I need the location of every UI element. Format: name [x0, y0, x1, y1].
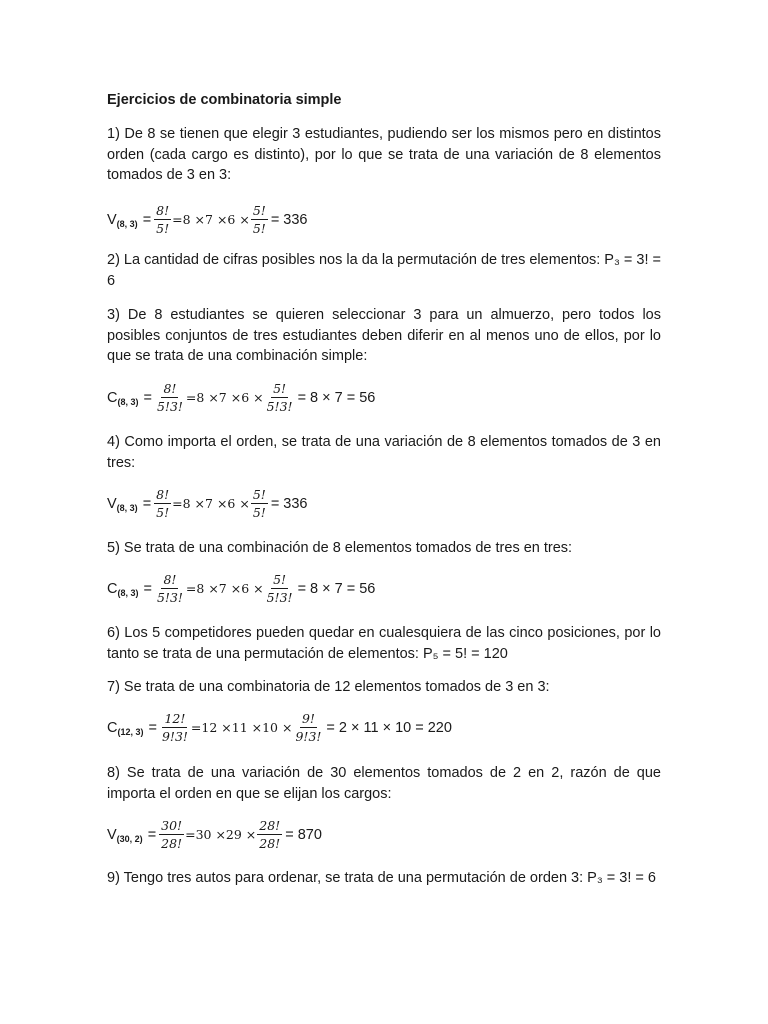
- fraction-numerator: 5!: [252, 487, 266, 502]
- fraction-numerator: 5!: [273, 381, 287, 396]
- formula-result: = 336: [270, 495, 308, 512]
- formula-fraction: [160, 710, 190, 745]
- formula-combination-12-3: [107, 710, 454, 745]
- formula-fraction: [265, 571, 295, 606]
- fraction-denominator: 28!: [161, 836, 183, 851]
- formula-subscript: (8, 3): [117, 396, 139, 407]
- formula-result: = 870: [285, 826, 322, 843]
- formula-equals: =: [142, 211, 152, 228]
- formula-equals: =: [143, 389, 152, 406]
- formula-symbol: V: [107, 495, 117, 512]
- formula-symbol: C: [107, 389, 118, 406]
- formula-symbol: V: [107, 826, 117, 843]
- formula-fraction: [159, 817, 184, 852]
- formula-subscript: (12, 3): [117, 726, 144, 737]
- formula-subscript: (8, 3): [117, 587, 139, 598]
- formula-result: = 8 × 7 = 56: [297, 580, 376, 597]
- formula-symbol: C: [107, 580, 118, 597]
- formula-fraction: [251, 486, 268, 521]
- exercise-1-text: 1) De 8 se tienen que elegir 3 estudiantes, pudiendo ser los mismos pero en distintos orden (cada cargo es distinto), por lo que se trata de una variación de 8 elementos tomados de 3 en 3:: [107, 126, 661, 183]
- formula-variation-8-3-b: [107, 486, 310, 521]
- fraction-denominator: 5!3!: [156, 590, 183, 605]
- formula-equals: =: [147, 826, 157, 843]
- formula-subscript: (30, 2): [116, 833, 143, 844]
- formula-subscript: (8, 3): [116, 502, 138, 513]
- fraction-denominator: 5!: [252, 221, 266, 236]
- formula-fraction: [154, 486, 171, 521]
- formula-product: =8 ×7 ×6 ×: [172, 496, 250, 511]
- formula-subscript: (8, 3): [116, 218, 138, 229]
- fraction-numerator: 28!: [259, 818, 281, 833]
- exercise-9-text: 9) Tengo tres autos para ordenar, se trata de una permutación de orden 3: P₃ = 3! = 6: [107, 870, 656, 886]
- fraction-numerator: 5!: [273, 572, 287, 587]
- document-title: Ejercicios de combinatoria simple: [107, 92, 342, 108]
- exercise-6-text: 6) Los 5 competidores pueden quedar en cualesquiera de las cinco posiciones, por lo tanto se trata de una permutación de elementos: P₅ = 5! = 120: [107, 625, 661, 662]
- formula-symbol: V: [107, 211, 117, 228]
- exercise-3-text: 3) De 8 estudiantes se quieren seleccionar 3 para un almuerzo, pero todos los posibles conjuntos de tres estudiantes deben diferir en al menos uno de ellos, por lo que se trata de una combinación simple:: [107, 307, 661, 364]
- fraction-denominator: 5!: [252, 505, 266, 520]
- fraction-denominator: 5!3!: [266, 399, 293, 414]
- formula-fraction: [155, 571, 185, 606]
- formula-equals: =: [148, 719, 157, 736]
- exercise-2-text: 2) La cantidad de cifras posibles nos la da la permutación de tres elementos: P₃ = 3! = 6: [107, 252, 662, 289]
- formula-combination-8-3: [107, 380, 377, 415]
- fraction-numerator: 12!: [164, 711, 186, 726]
- formula-result: = 2 × 11 × 10 = 220: [326, 719, 452, 736]
- formula-product: =8 ×7 ×6 ×: [172, 212, 250, 227]
- formula-product: =8 ×7 ×6 ×: [185, 390, 264, 405]
- formula-combination-8-3-b: [107, 571, 377, 606]
- formula-variation-8-3: [107, 202, 310, 237]
- exercise-7-text: 7) Se trata de una combinatoria de 12 elementos tomados de 3 en 3:: [107, 679, 550, 695]
- formula-product: =8 ×7 ×6 ×: [185, 581, 264, 596]
- formula-result: = 8 × 7 = 56: [297, 389, 376, 406]
- fraction-numerator: 5!: [252, 203, 266, 218]
- formula-fraction: [265, 380, 295, 415]
- fraction-numerator: 30!: [161, 818, 183, 833]
- formula-fraction: [257, 817, 282, 852]
- fraction-numerator: 8!: [156, 203, 170, 218]
- formula-symbol: C: [107, 719, 118, 736]
- fraction-numerator: 8!: [156, 487, 170, 502]
- fraction-denominator: 5!3!: [266, 590, 293, 605]
- fraction-denominator: 28!: [259, 836, 281, 851]
- formula-variation-30-2: [107, 817, 324, 852]
- fraction-denominator: 5!: [156, 505, 170, 520]
- exercise-8-text: 8) Se trata de una variación de 30 elementos tomados de 2 en 2, razón de que importa el orden en que se elijan los cargos:: [107, 765, 661, 802]
- formula-fraction: [154, 202, 171, 237]
- exercise-5-text: 5) Se trata de una combinación de 8 elementos tomados de tres en tres:: [107, 540, 573, 556]
- formula-result: = 336: [270, 211, 308, 228]
- formula-product: =30 ×29 ×: [185, 827, 257, 842]
- fraction-numerator: 8!: [163, 381, 177, 396]
- formula-fraction: [251, 202, 268, 237]
- formula-fraction: [155, 380, 185, 415]
- formula-equals: =: [142, 495, 152, 512]
- fraction-denominator: 9!3!: [161, 729, 188, 744]
- fraction-denominator: 5!3!: [156, 399, 183, 414]
- fraction-denominator: 9!3!: [295, 729, 322, 744]
- formula-product: =12 ×11 ×10 ×: [190, 720, 293, 735]
- fraction-numerator: 9!: [301, 711, 315, 726]
- formula-fraction: [293, 710, 323, 745]
- fraction-numerator: 8!: [163, 572, 177, 587]
- formula-equals: =: [143, 580, 152, 597]
- exercise-4-text: 4) Como importa el orden, se trata de una variación de 8 elementos tomados de 3 en tres:: [107, 434, 661, 471]
- fraction-denominator: 5!: [156, 221, 170, 236]
